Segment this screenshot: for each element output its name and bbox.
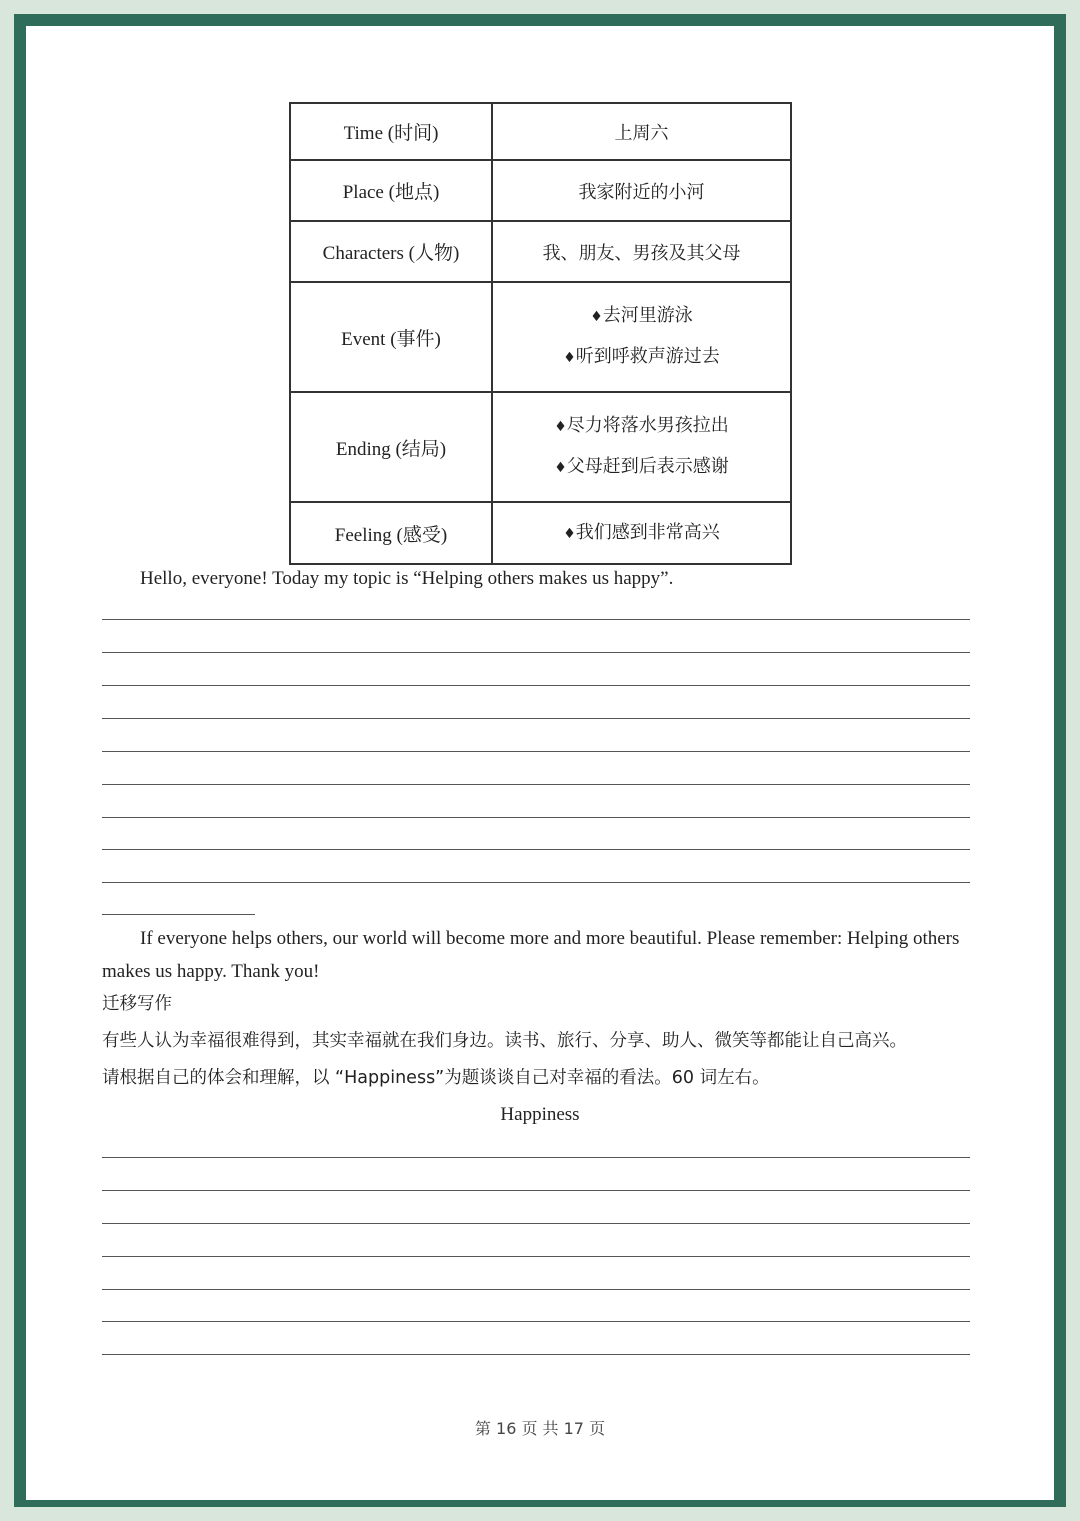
- writing-line[interactable]: [102, 1157, 970, 1158]
- writing-line[interactable]: [102, 882, 970, 883]
- row-label: Characters (人物): [290, 221, 492, 282]
- table-row: [290, 103, 791, 160]
- writing-line[interactable]: [102, 817, 970, 818]
- essay-title: Happiness: [500, 1104, 580, 1125]
- row-label: Time (时间): [290, 103, 492, 160]
- row-label: Event (事件): [290, 282, 492, 392]
- row-value: [492, 282, 791, 392]
- row-value: 我家附近的小河: [492, 160, 791, 221]
- row-value: [492, 392, 791, 502]
- essay-closing-line: makes us happy. Thank you!: [102, 961, 320, 982]
- bullet-item: ♦ 去河里游泳: [493, 296, 790, 337]
- bullet-item: ♦ 我们感到非常高兴: [493, 513, 790, 554]
- writing-line[interactable]: [102, 751, 970, 752]
- writing-line[interactable]: [102, 1354, 970, 1355]
- writing-prompt: 请根据自己的体会和理解，以 “Happiness”为题谈谈自己对幸福的看法。60 词左右。: [102, 1068, 770, 1088]
- writing-prompt: 有些人认为幸福很难得到，其实幸福就在我们身边。读书、旅行、分享、助人、微笑等都能让自己高兴。: [102, 1031, 907, 1051]
- writing-line[interactable]: [102, 1190, 970, 1191]
- table-row: [290, 282, 791, 392]
- writing-line[interactable]: [102, 1256, 970, 1257]
- row-value: 上周六: [492, 103, 791, 160]
- writing-line[interactable]: [102, 784, 970, 785]
- row-label: Place (地点): [290, 160, 492, 221]
- row-value: [492, 502, 791, 564]
- writing-line[interactable]: [102, 685, 970, 686]
- worksheet-page: [26, 26, 1054, 1500]
- writing-line-short[interactable]: [102, 914, 255, 915]
- bullet-item: ♦ 尽力将落水男孩拉出: [493, 406, 790, 447]
- writing-line[interactable]: [102, 619, 970, 620]
- writing-line[interactable]: [102, 718, 970, 719]
- table-row: [290, 160, 791, 221]
- row-label: Feeling (感受): [290, 502, 492, 564]
- writing-line[interactable]: [102, 1223, 970, 1224]
- table-row: [290, 221, 791, 282]
- row-label: Ending (结局): [290, 392, 492, 502]
- section-title: 迁移写作: [102, 994, 172, 1014]
- bullet-item: ♦ 父母赶到后表示感谢: [493, 447, 790, 488]
- essay-closing-line: If everyone helps others, our world will become more and more beautiful. Please remember: Helping others: [140, 928, 960, 949]
- writing-line[interactable]: [102, 1289, 970, 1290]
- story-outline-table: [289, 102, 792, 565]
- essay-opening-line: Hello, everyone! Today my topic is “Helping others makes us happy”.: [140, 568, 674, 589]
- writing-line[interactable]: [102, 1321, 970, 1322]
- row-value: 我、朋友、男孩及其父母: [492, 221, 791, 282]
- table-row: [290, 392, 791, 502]
- page-number: 第 16 页 共 17 页: [474, 1419, 606, 1438]
- table-row: [290, 502, 791, 564]
- bullet-item: ♦ 听到呼救声游过去: [493, 337, 790, 378]
- writing-line[interactable]: [102, 849, 970, 850]
- writing-line[interactable]: [102, 652, 970, 653]
